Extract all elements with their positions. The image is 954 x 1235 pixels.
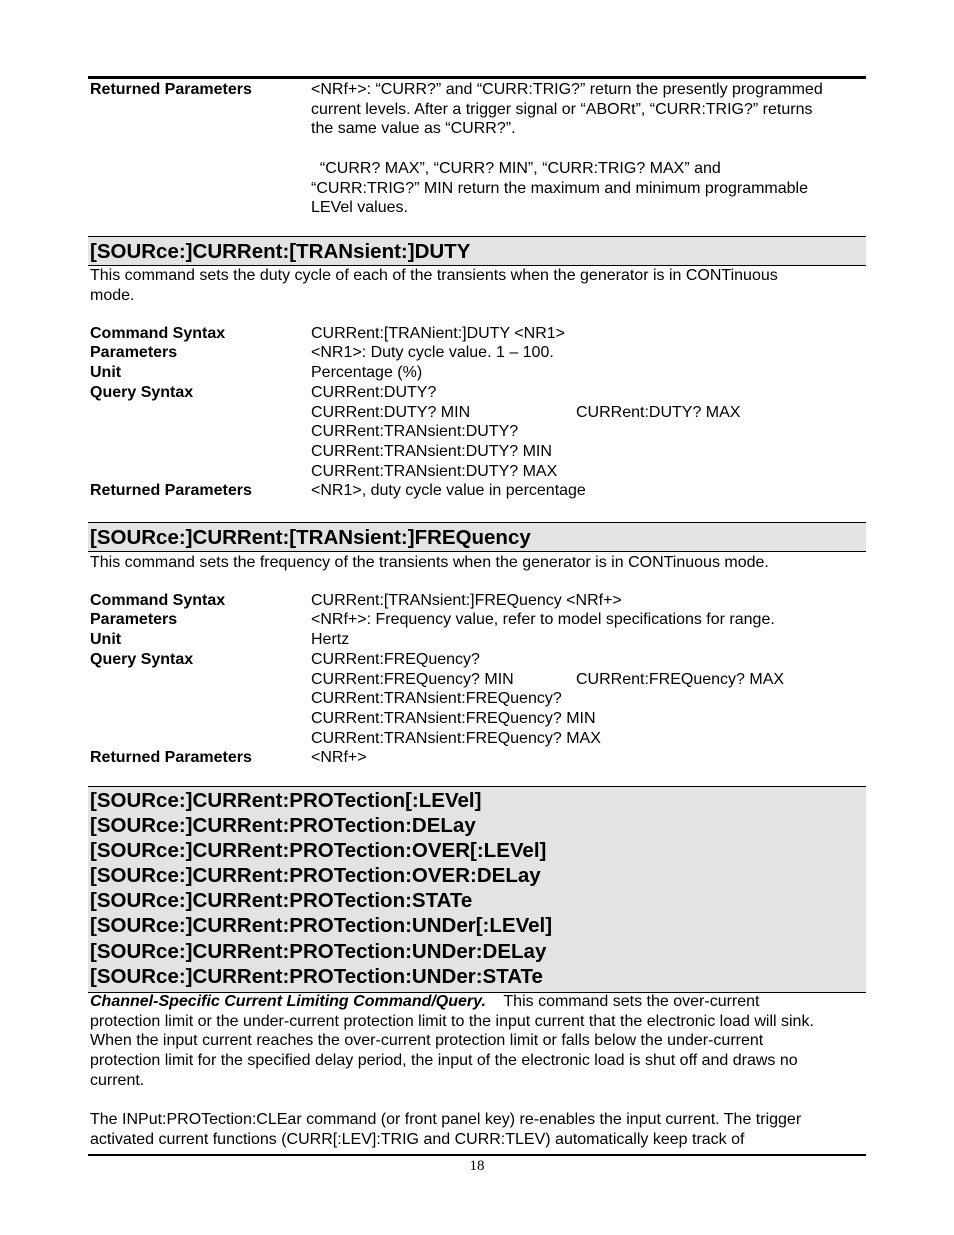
text-line: current levels. After a trigger signal or “ABORt”, “CURR:TRIG?” returns (311, 100, 813, 118)
duty-section-heading (88, 236, 866, 266)
query-syntax-label: Query Syntax (90, 384, 194, 401)
page-number: 18 (469, 1158, 485, 1174)
query-line: CURRent:TRANsient:DUTY? (311, 423, 519, 441)
returned-parameters-value (311, 80, 871, 218)
text-line: mode. (90, 286, 135, 304)
heading-text: [SOURce:]CURRent:PROTection:OVER[:LEVel] (90, 839, 547, 863)
query-syntax-label: Query Syntax (90, 651, 194, 668)
text-line: This command sets the frequency of the transients when the generator is in CONTinuous mode. (90, 554, 769, 571)
text-line: activated current functions (CURR[:LEV]:TRIG and CURR:TLEV) automatically keep track of (90, 1130, 745, 1148)
heading-text: [SOURce:]CURRent:PROTection:UNDer:STATe (90, 964, 543, 988)
text-line: “CURR:TRIG?” MIN return the maximum and minimum programmable (311, 179, 808, 197)
command-syntax-label: Command Syntax (90, 325, 226, 342)
frequency-section-heading (88, 522, 866, 552)
query-max: CURRent:DUTY? MAX (576, 403, 741, 421)
text-line: “CURR? MAX”, “CURR? MIN”, “CURR:TRIG? MAX” and (311, 159, 721, 177)
heading-text: [SOURce:]CURRent:[TRANsient:]FREQuency (90, 526, 531, 549)
query-line (311, 670, 871, 690)
returned-parameters-value: <NRf+> (311, 749, 367, 766)
command-syntax-value: CURRent:[TRANient:]DUTY <NR1> (311, 325, 565, 342)
lead-phrase: Channel-Specific Current Limiting Command/Query. (90, 993, 486, 1010)
returned-parameters-label: Returned Parameters (90, 81, 252, 98)
query-line: CURRent:TRANsient:DUTY? MAX (311, 462, 558, 480)
parameters-value: <NRf+>: Frequency value, refer to model specifications for range. (311, 611, 775, 628)
returned-parameters-label: Returned Parameters (90, 482, 252, 499)
query-line: CURRent:TRANsient:FREQuency? (311, 690, 562, 708)
unit-label: Unit (90, 631, 122, 648)
text-line: current. (90, 1071, 145, 1089)
text-line: protection limit or the under-current protection limit to the input current that the electronic load will sink. (90, 1012, 814, 1030)
text-line: The INPut:PROTection:CLEar command (or front panel key) re-enables the input current. The trigger (90, 1111, 802, 1128)
query-line: CURRent:TRANsient:FREQuency? MIN (311, 710, 596, 728)
query-min: CURRent:FREQuency? MIN (311, 670, 514, 688)
protection-section-heading (88, 786, 866, 993)
query-line: CURRent:DUTY? (311, 384, 437, 401)
query-syntax-values (311, 383, 871, 482)
lead-continuation: This command sets the over-current (485, 993, 760, 1010)
text-line: <NRf+>: “CURR?” and “CURR:TRIG?” return the presently programmed (311, 81, 823, 98)
text-line: This command sets the duty cycle of each of the transients when the generator is in CONTinuous (90, 267, 778, 284)
query-line: CURRent:TRANsient:DUTY? MIN (311, 443, 552, 461)
heading-text: [SOURce:]CURRent:PROTection:DELay (90, 814, 476, 838)
command-syntax-value: CURRent:[TRANsient:]FREQuency <NRf+> (311, 592, 622, 609)
query-line (311, 403, 871, 423)
unit-value: Percentage (%) (311, 364, 423, 381)
text-line: protection limit for the specified delay period, the input of the electronic load is shut off and draws no (90, 1052, 798, 1070)
text-line (311, 139, 871, 159)
protection-clear-paragraph (90, 1110, 872, 1149)
parameters-value: <NR1>: Duty cycle value. 1 – 100. (311, 344, 554, 361)
bottom-rule (88, 1154, 866, 1156)
heading-text: [SOURce:]CURRent:PROTection:OVER:DELay (90, 864, 541, 888)
parameters-label: Parameters (90, 611, 178, 628)
returned-parameters-row (90, 80, 866, 220)
duty-description (90, 266, 872, 305)
heading-text: [SOURce:]CURRent:PROTection:UNDer:DELay (90, 939, 547, 963)
heading-text: [SOURce:]CURRent:PROTection[:LEVel] (90, 789, 482, 812)
returned-parameters-value: <NR1>, duty cycle value in percentage (311, 482, 586, 499)
heading-text: [SOURce:]CURRent:PROTection:UNDer[:LEVel] (90, 914, 553, 938)
frequency-description (90, 553, 872, 573)
unit-value: Hertz (311, 631, 350, 648)
query-line: CURRent:TRANsient:FREQuency? MAX (311, 729, 601, 747)
query-syntax-values (311, 650, 871, 749)
top-rule (88, 76, 866, 79)
text-line (90, 992, 872, 1012)
protection-description (90, 992, 872, 1091)
text-line: the same value as “CURR?”. (311, 120, 516, 138)
parameters-label: Parameters (90, 344, 178, 361)
text-line: LEVel values. (311, 199, 408, 217)
returned-parameters-label: Returned Parameters (90, 749, 252, 766)
text-line: When the input current reaches the over-current protection limit or falls below the under-current (90, 1032, 764, 1050)
command-syntax-label: Command Syntax (90, 592, 226, 609)
query-max: CURRent:FREQuency? MAX (576, 670, 785, 688)
duty-query-syntax-row (90, 383, 866, 483)
query-line: CURRent:FREQuency? (311, 651, 480, 668)
query-min: CURRent:DUTY? MIN (311, 403, 471, 421)
heading-text: [SOURce:]CURRent:PROTection:STATe (90, 889, 473, 913)
unit-label: Unit (90, 364, 122, 381)
frequency-query-syntax-row (90, 650, 866, 750)
heading-text: [SOURce:]CURRent:[TRANsient:]DUTY (90, 240, 471, 263)
